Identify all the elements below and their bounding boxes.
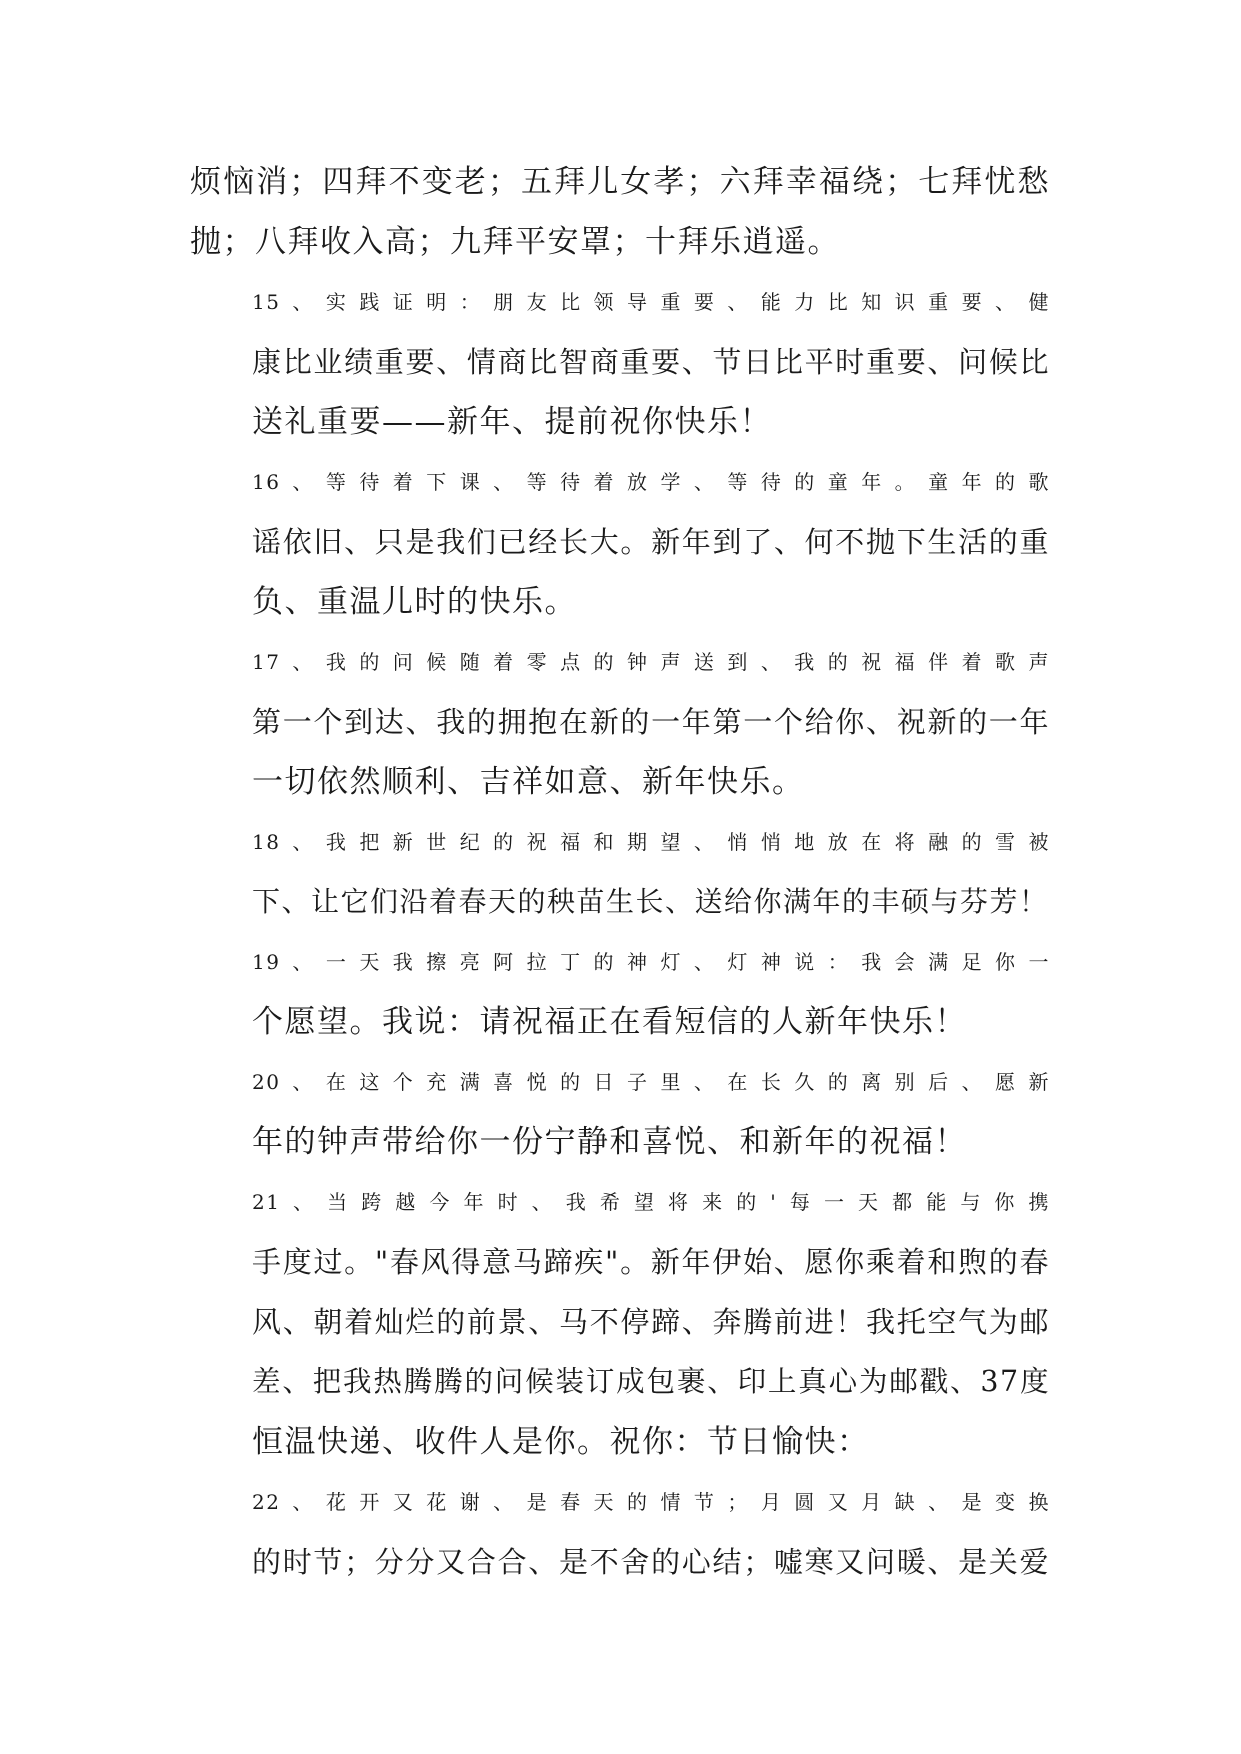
text-line: 的时节；分分又合合、是不舍的心结；嘘寒又问暖、是关爱 <box>252 1545 1050 1579</box>
paragraph <box>190 272 1050 452</box>
text-line: 抛；八拜收入高；九拜平安罩；十拜乐逍遥。 <box>190 224 840 260</box>
text-line: 22、花开又花谢、是春天的情节；月圆又月缺、是变换 <box>252 1490 1050 1514</box>
text-line: 风、朝着灿烂的前景、马不停蹄、奔腾前进！我托空气为邮 <box>252 1305 1050 1339</box>
paragraph <box>190 1052 1050 1172</box>
text-line: 康比业绩重要、情商比智商重要、节日比平时重要、问候比 <box>252 345 1050 379</box>
text-line: 年的钟声带给你一份宁静和喜悦、和新年的祝福！ <box>252 1124 967 1160</box>
text-line: 送礼重要——新年、提前祝你快乐！ <box>252 404 772 440</box>
text-line: 负、重温儿时的快乐。 <box>252 584 577 620</box>
paragraph <box>190 632 1050 812</box>
text-line: 谣依旧、只是我们已经长大。新年到了、何不抛下生活的重 <box>252 525 1050 559</box>
text-line: 21、当跨越今年时、我希望将来的'每一天都能与你携 <box>252 1190 1050 1214</box>
text-line: 17、我的问候随着零点的钟声送到、我的祝福伴着歌声 <box>252 650 1050 674</box>
text-line: 手度过。"春风得意马蹄疾"。新年伊始、愿你乘着和煦的春 <box>252 1245 1050 1279</box>
text-line: 个愿望。我说：请祝福正在看短信的人新年快乐！ <box>252 1004 967 1040</box>
text-line: 下、让它们沿着春天的秧苗生长、送给你满年的丰硕与芬芳！ <box>252 885 1049 918</box>
paragraph <box>190 1172 1050 1472</box>
paragraph <box>190 932 1050 1052</box>
text-line: 恒温快递、收件人是你。祝你：节日愉快： <box>252 1424 870 1460</box>
text-line: 18、我把新世纪的祝福和期望、悄悄地放在将融的雪被 <box>252 830 1050 854</box>
text-line: 烦恼消；四拜不变老；五拜儿女孝；六拜幸福绕；七拜忧愁 <box>190 164 1050 200</box>
text-line: 一切依然顺利、吉祥如意、新年快乐。 <box>252 764 805 800</box>
text-line: 16、等待着下课、等待着放学、等待的童年。童年的歌 <box>252 470 1050 494</box>
text-line: 15、实践证明：朋友比领导重要、能力比知识重要、健 <box>252 290 1050 314</box>
document-body <box>190 152 1050 1592</box>
text-line: 20、在这个充满喜悦的日子里、在长久的离别后、愿新 <box>252 1070 1050 1094</box>
paragraph <box>190 452 1050 632</box>
text-line: 第一个到达、我的拥抱在新的一年第一个给你、祝新的一年 <box>252 705 1050 739</box>
text-line: 差、把我热腾腾的问候装订成包裹、印上真心为邮戳、37度 <box>252 1365 1050 1398</box>
paragraph <box>190 1472 1050 1592</box>
paragraph <box>190 152 1050 272</box>
paragraph <box>190 812 1050 932</box>
text-line: 19、一天我擦亮阿拉丁的神灯、灯神说：我会满足你一 <box>252 950 1050 974</box>
